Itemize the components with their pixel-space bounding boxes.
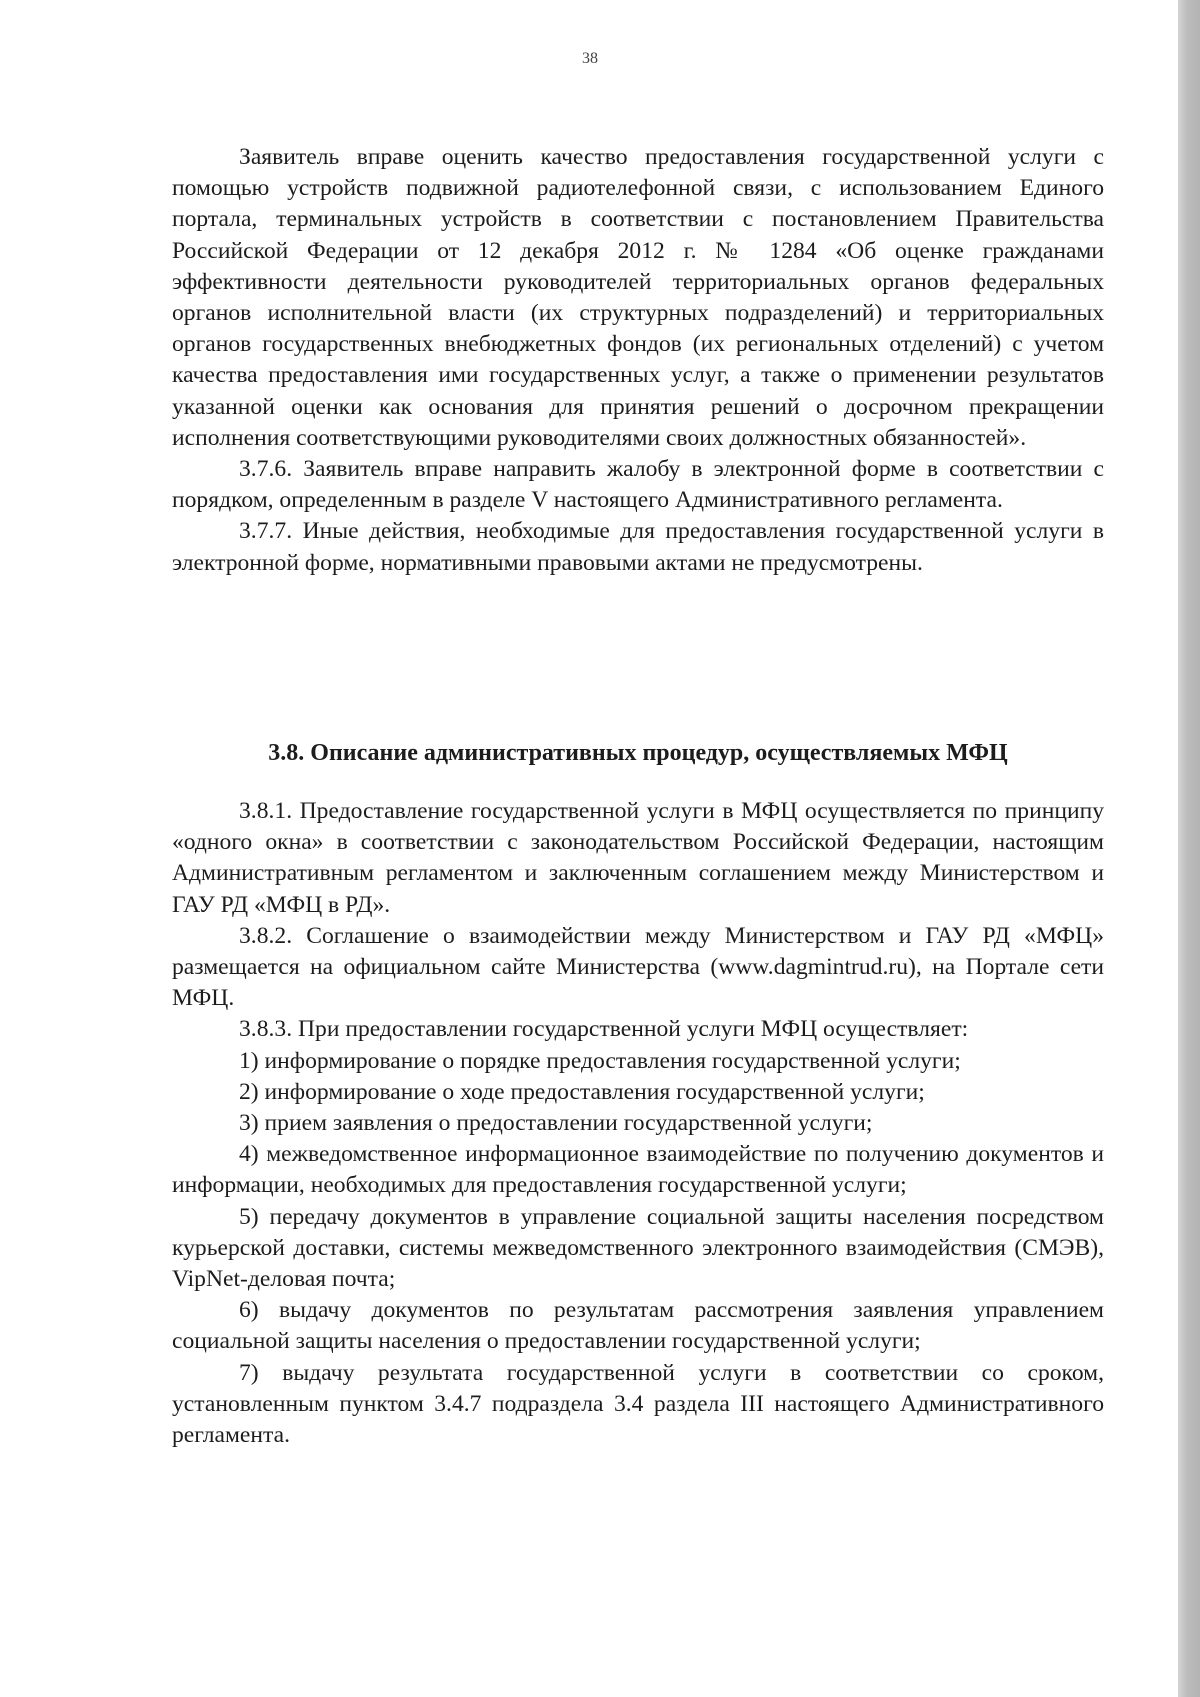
section-heading-3-8: 3.8. Описание административных процедур, осуществляемых МФЦ <box>268 740 1008 766</box>
list-item-4: 4) межведомственное информационное взаимодействие по получению документов и информации, необходимых для предоставления государственной услуги; <box>172 1141 1104 1199</box>
page-number: 38 <box>582 50 598 67</box>
paragraph-3-8-3: 3.8.3. При предоставлении государственной услуги МФЦ осуществляет: <box>239 1016 969 1043</box>
list-item-3: 3) прием заявления о предоставлении государственной услуги; <box>239 1110 873 1137</box>
paragraph-3-7-7: 3.7.7. Иные действия, необходимые для предоставления государственной услуги в электронной форме, нормативными правовыми актами не предусмотрены. <box>172 518 1104 576</box>
paragraph-3-8-1: 3.8.1. Предоставление государственной услуги в МФЦ осуществляется по принципу «одного окна» в соответствии с законодательством Российской Федерации, настоящим Административным регламентом и заключенным соглашением между Министерством и ГАУ РД «МФЦ в РД». <box>172 798 1104 918</box>
list-item-1: 1) информирование о порядке предоставления государственной услуги; <box>239 1047 961 1074</box>
list-item-5: 5) передачу документов в управление социальной защиты населения посредством курьерской доставки, системы межведомственного электронного взаимодействия (СМЭВ), VipNet-деловая почта; <box>172 1203 1104 1293</box>
paragraph-3-8-2: 3.8.2. Соглашение о взаимодействии между Министерством и ГАУ РД «МФЦ» размещается на официальном сайте Министерства (www.dagmintrud.ru), на Портале сети МФЦ. <box>172 922 1104 1012</box>
list-item-2: 2) информирование о ходе предоставления государственной услуги; <box>239 1078 925 1105</box>
scan-page-edge <box>1178 0 1200 1697</box>
paragraph-quality-evaluation: Заявитель вправе оценить качество предоставления государственной услуги с помощью устройств подвижной радиотелефонной связи, с использованием Единого портала, терминальных устройств в соответствии с постановлением Правительства Российской Федерации от 12 декабря 2012 г. № 1284 «Об оценке гражданами эффективности деятельности руководителей территориальных органов федеральных органов исполнительной власти (их структурных подразделений) и территориальных органов государственных внебюджетных фондов (их региональных отделений) с учетом качества предоставления ими государственных услуг, а также о применении результатов указанной оценки как основания для принятия решений о досрочном прекращении исполнения соответствующими руководителями своих должностных обязанностей». <box>172 144 1104 451</box>
list-item-6: 6) выдачу документов по результатам рассмотрения заявления управлением социальной защиты населения о предоставлении государственной услуги; <box>172 1297 1104 1355</box>
paragraph-3-7-6: 3.7.6. Заявитель вправе направить жалобу в электронной форме в соответствии с порядком, определенным в разделе V настоящего Административного регламента. <box>172 456 1104 514</box>
list-item-7: 7) выдачу результата государственной услуги в соответствии со сроком, установленным пунктом 3.4.7 подраздела 3.4 раздела III настоящего Административного регламента. <box>172 1359 1104 1449</box>
text-block-bottom <box>172 796 1104 1451</box>
text-block-top <box>172 142 1104 579</box>
